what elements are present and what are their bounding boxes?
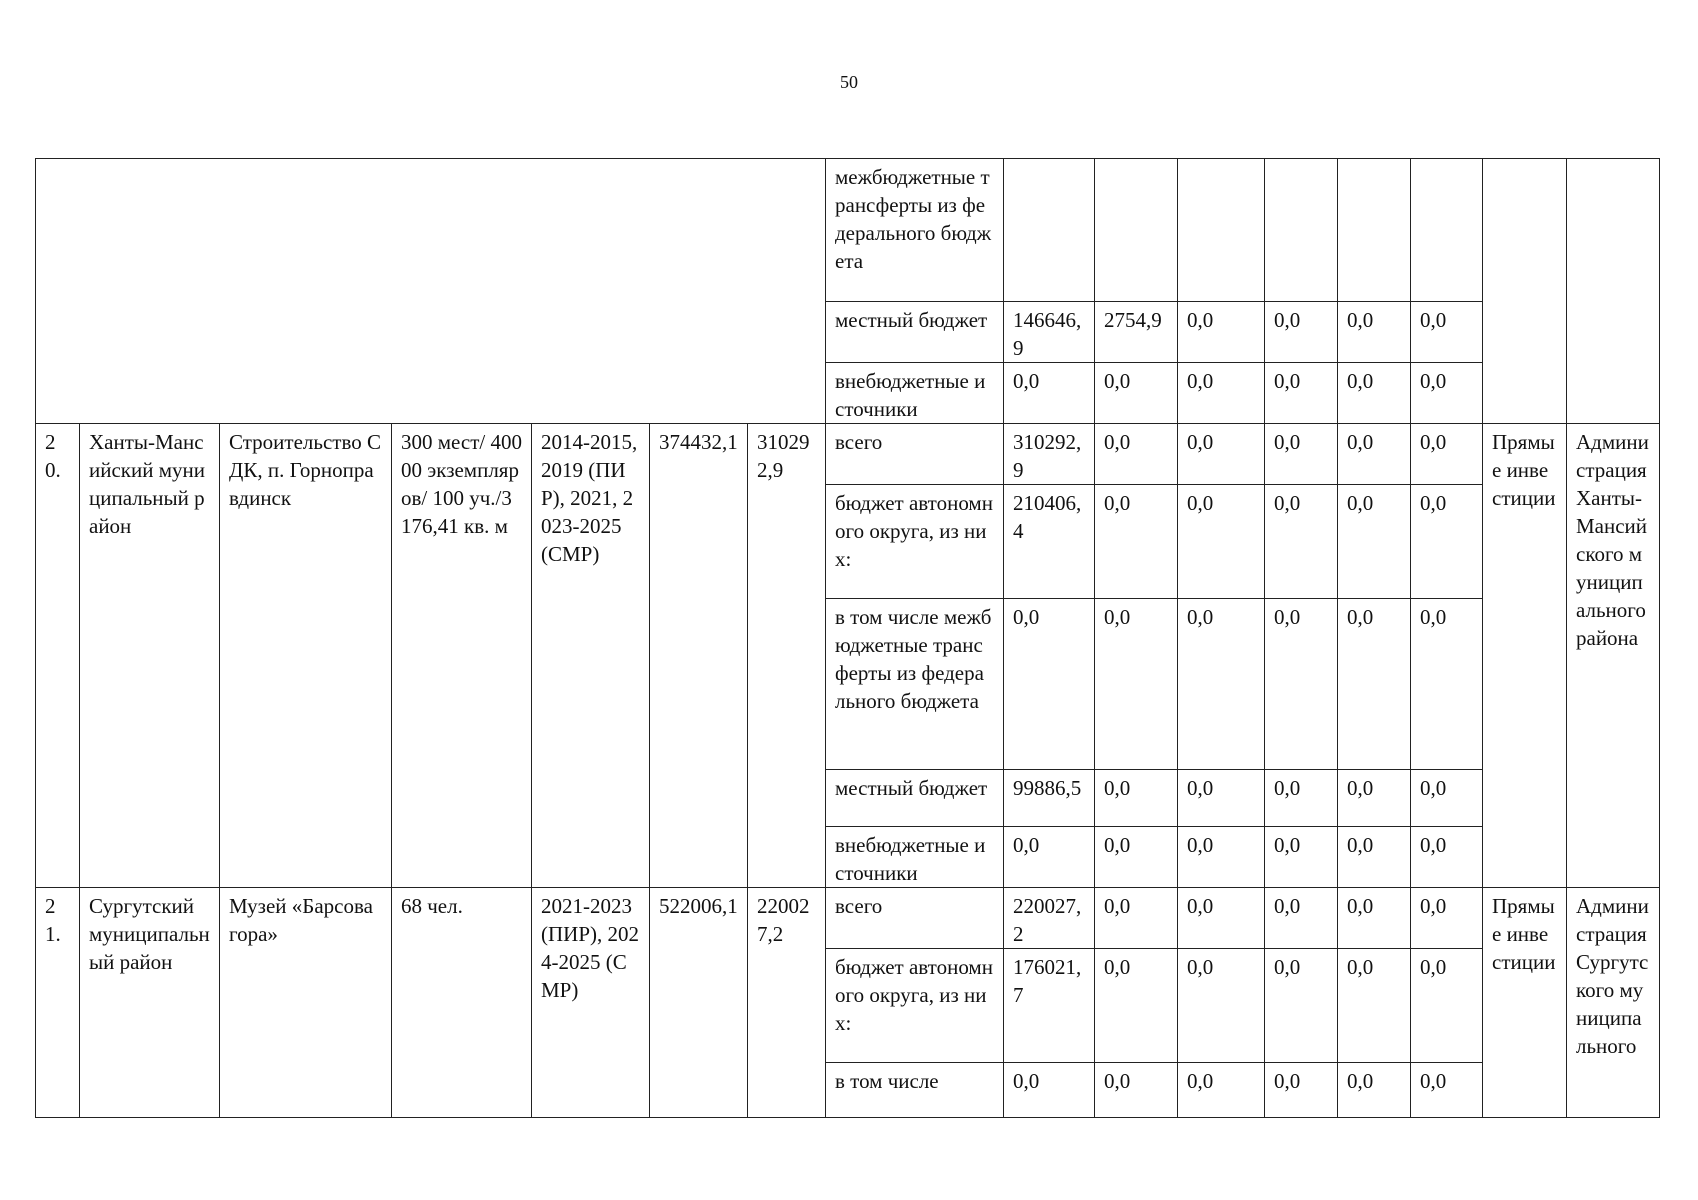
funding-source: внебюджетные источники [826,363,1004,424]
funding-value: 0,0 [1338,302,1411,363]
funding-value: 0,0 [1338,770,1411,827]
funding-value: 0,0 [1095,770,1178,827]
page-number: 50 [840,72,858,92]
entry-num: 21. [36,888,80,1118]
funding-value: 0,0 [1411,949,1483,1063]
funding-value: 0,0 [1095,1063,1178,1118]
funding-value [1095,159,1178,302]
funding-value: 176021,7 [1004,949,1095,1063]
funding-value: 0,0 [1095,827,1178,888]
table-row [36,159,1660,302]
funding-value: 0,0 [1338,1063,1411,1118]
entry-district: Ханты-Мансийский муниципальный район [80,424,220,888]
entry-object: Музей «Барсова гора» [220,888,392,1118]
entry-district: Сургутский муниципальный район [80,888,220,1118]
funding-value: 0,0 [1178,770,1265,827]
funding-value: 0,0 [1178,599,1265,770]
funding-source: местный бюджет [826,770,1004,827]
table-row [36,424,1660,485]
continuation-blank-cell [36,159,826,424]
funding-value: 0,0 [1338,363,1411,424]
table-row [36,888,1660,949]
funding-value: 0,0 [1338,949,1411,1063]
funding-value [1178,159,1265,302]
funding-value: 0,0 [1411,424,1483,485]
funding-source: бюджет автономного округа, из них: [826,485,1004,599]
funding-value: 0,0 [1265,424,1338,485]
funding-value: 0,0 [1411,770,1483,827]
funding-value: 0,0 [1411,485,1483,599]
funding-value: 0,0 [1411,363,1483,424]
entry-object: Строительство СДК, п. Горноправдинск [220,424,392,888]
entry-period: 2021-2023 (ПИР), 2024-2025 (СМР) [532,888,650,1118]
funding-value: 0,0 [1004,599,1095,770]
funding-source: местный бюджет [826,302,1004,363]
funding-value: 0,0 [1178,827,1265,888]
funding-value: 0,0 [1265,949,1338,1063]
funding-value: 0,0 [1265,363,1338,424]
entry-form: Прямые инвестиции [1483,424,1567,888]
funding-source: межбюджетные трансферты из федерального бюджета [826,159,1004,302]
funding-value: 0,0 [1095,949,1178,1063]
funding-value: 0,0 [1004,827,1095,888]
entry-cost: 522006,1 [650,888,748,1118]
funding-value [1338,159,1411,302]
entry-capacity: 300 мест/ 40000 экземпляров/ 100 уч./3176,41 кв. м [392,424,532,888]
funding-source: всего [826,424,1004,485]
entry-customer: Администрация Ханты-Мансийского муниципального района [1567,424,1660,888]
funding-value: 0,0 [1338,599,1411,770]
funding-value: 146646,9 [1004,302,1095,363]
form-cell [1483,159,1567,424]
funding-value: 0,0 [1265,302,1338,363]
funding-value: 0,0 [1095,485,1178,599]
funding-value: 0,0 [1411,827,1483,888]
funding-value: 0,0 [1178,424,1265,485]
funding-value: 0,0 [1004,363,1095,424]
funding-value: 0,0 [1265,599,1338,770]
funding-value: 0,0 [1004,1063,1095,1118]
funding-source: бюджет автономного округа, из них: [826,949,1004,1063]
funding-value: 0,0 [1411,888,1483,949]
funding-value: 0,0 [1338,485,1411,599]
entry-remaining: 220027,2 [748,888,826,1118]
funding-value: 0,0 [1338,827,1411,888]
funding-value: 0,0 [1265,1063,1338,1118]
funding-value: 0,0 [1411,302,1483,363]
funding-value [1411,159,1483,302]
funding-source: в том числе межбюджетные трансферты из федерального бюджета [826,599,1004,770]
entry-form: Прямые инвестиции [1483,888,1567,1118]
entry-capacity: 68 чел. [392,888,532,1118]
investment-table [35,158,1660,1118]
funding-value: 99886,5 [1004,770,1095,827]
funding-value: 220027,2 [1004,888,1095,949]
customer-cell [1567,159,1660,424]
funding-value: 0,0 [1095,424,1178,485]
funding-value: 0,0 [1178,888,1265,949]
funding-value: 0,0 [1265,770,1338,827]
funding-value: 0,0 [1095,599,1178,770]
funding-value: 0,0 [1095,363,1178,424]
funding-source: всего [826,888,1004,949]
funding-value: 310292,9 [1004,424,1095,485]
funding-value: 2754,9 [1095,302,1178,363]
entry-remaining: 310292,9 [748,424,826,888]
entry-customer: Администрация Сургутского муниципального [1567,888,1660,1118]
funding-value: 0,0 [1178,302,1265,363]
entry-cost: 374432,1 [650,424,748,888]
entry-num: 20. [36,424,80,888]
funding-value [1004,159,1095,302]
funding-value: 0,0 [1178,363,1265,424]
funding-source: внебюджетные источники [826,827,1004,888]
funding-source: в том числе [826,1063,1004,1118]
funding-value: 0,0 [1178,1063,1265,1118]
funding-value: 0,0 [1095,888,1178,949]
funding-value: 0,0 [1178,949,1265,1063]
funding-value: 0,0 [1338,424,1411,485]
funding-value: 210406,4 [1004,485,1095,599]
funding-value [1265,159,1338,302]
funding-value: 0,0 [1178,485,1265,599]
funding-value: 0,0 [1411,599,1483,770]
funding-value: 0,0 [1265,827,1338,888]
funding-value: 0,0 [1338,888,1411,949]
funding-value: 0,0 [1265,888,1338,949]
funding-value: 0,0 [1265,485,1338,599]
entry-period: 2014-2015, 2019 (ПИР), 2021, 2023-2025 (СМР) [532,424,650,888]
funding-value: 0,0 [1411,1063,1483,1118]
